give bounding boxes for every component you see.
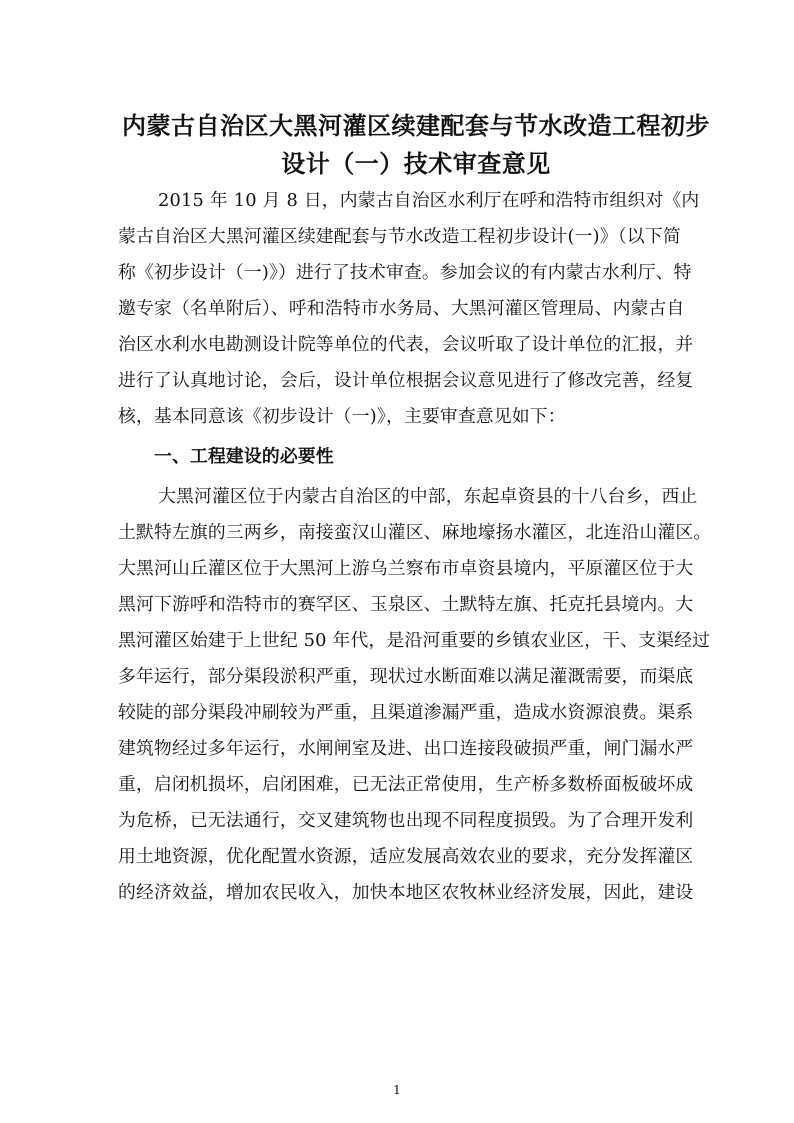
paragraph-line: 较陡的部分渠段冲刷较为严重，且渠道渗漏严重，造成水资源浪费。渠系 <box>118 702 694 723</box>
document-title-line: 内蒙古自治区大黑河灌区续建配套与节水改造工程初步 <box>122 111 710 140</box>
section-heading: 一、工程建设的必要性 <box>154 446 334 467</box>
paragraph-line: 土默特左旗的三两乡，南接蛮汉山灌区、麻地壕扬水灌区，北连沿山灌区。 <box>118 522 712 543</box>
paragraph-line: 重，启闭机损坏，启闭困难，已无法正常使用，生产桥多数桥面板破坏成 <box>118 774 694 795</box>
paragraph-line: 为危桥，已无法通行，交叉建筑物也出现不同程度损毁。为了合理开发利 <box>118 810 694 831</box>
paragraph-line: 大黑河山丘灌区位于大黑河上游乌兰察布市卓资县境内，平原灌区位于大 <box>118 558 694 579</box>
paragraph-line: 进行了认真地讨论，会后，设计单位根据会议意见进行了修改完善，经复 <box>118 370 694 391</box>
paragraph-line: 核，基本同意该《初步设计（一)》，主要审查意见如下： <box>118 406 566 427</box>
paragraph-line: 治区水利水电勘测设计院等单位的代表，会议听取了设计单位的汇报，并 <box>118 334 694 355</box>
intro-paragraph <box>118 183 714 435</box>
paragraph-line: 多年运行，部分渠段淤积严重，现状过水断面难以满足灌溉需要，而渠底 <box>118 666 694 687</box>
paragraph-line: 黑河灌区始建于上世纪 50 年代，是沿河重要的乡镇农业区，干、支渠经过 <box>118 630 711 651</box>
paragraph-line: 称《初步设计（一)》）进行了技术审查。参加会议的有内蒙古水利厅、特 <box>118 262 692 283</box>
paragraph-line: 邀专家（名单附后）、呼和浩特市水务局、大黑河灌区管理局、内蒙古自 <box>118 298 685 319</box>
paragraph-line: 大黑河灌区位于内蒙古自治区的中部，东起卓资县的十八台乡，西止 <box>158 486 698 507</box>
paragraph-line: 用土地资源，优化配置水资源，适应发展高效农业的要求，充分发挥灌区 <box>118 846 694 867</box>
paragraph-line: 黑河下游呼和浩特市的赛罕区、玉泉区、土默特左旗、托克托县境内。大 <box>118 594 694 615</box>
page-number: 1 <box>393 1083 401 1097</box>
paragraph-line: 2015 年 10 月 8 日，内蒙古自治区水利厅在呼和浩特市组织对《内 <box>158 190 700 211</box>
paragraph-line: 蒙古自治区大黑河灌区续建配套与节水改造工程初步设计(一)》（以下简 <box>118 226 681 247</box>
document-title <box>118 107 714 183</box>
paragraph-line: 的经济效益，增加农民收入，加快本地区农牧林业经济发展，因此，建设 <box>118 882 694 903</box>
paragraph-line: 建筑物经过多年运行，水闸闸室及进、出口连接段破损严重，闸门漏水严 <box>118 738 694 759</box>
document-title-line: 设计（一）技术审查意见 <box>281 149 551 178</box>
necessity-paragraph <box>118 479 714 911</box>
